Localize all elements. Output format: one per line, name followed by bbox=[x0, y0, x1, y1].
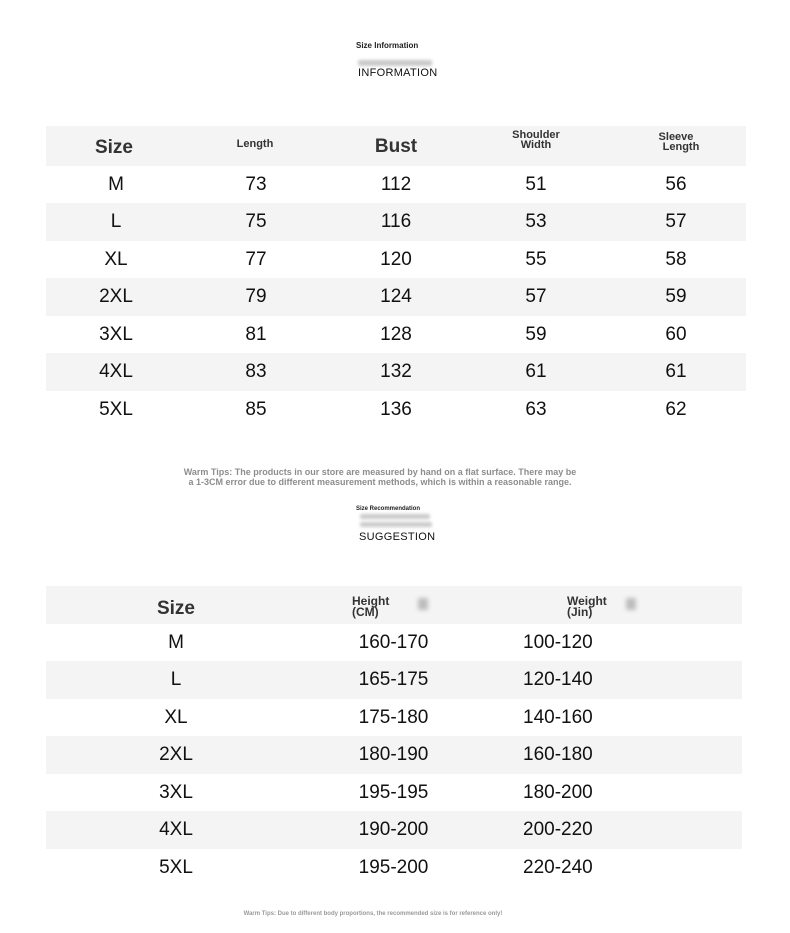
measurement-warm-tips bbox=[0, 467, 760, 487]
suggestion-small-title: Size Recommendation bbox=[356, 506, 421, 512]
length-cell: 83 bbox=[186, 353, 326, 391]
size-cell: 3XL bbox=[159, 781, 193, 803]
header-sleeve-length bbox=[606, 126, 746, 166]
table-row bbox=[46, 353, 746, 391]
header-height-line1: Height bbox=[352, 594, 390, 608]
weight-cell: 140-160 bbox=[523, 706, 593, 728]
sleeve-cell: 56 bbox=[665, 173, 687, 195]
size-cell: L bbox=[46, 203, 186, 241]
size-cell: 2XL bbox=[46, 736, 306, 774]
size-cell: 4XL bbox=[46, 353, 186, 391]
shoulder-cell: 61 bbox=[466, 353, 606, 391]
sleeve-cell: 61 bbox=[606, 353, 746, 391]
size-cell: 2XL bbox=[46, 278, 186, 316]
size-cell: 3XL bbox=[99, 323, 133, 345]
reference-warm-tips: Warm Tips: Due to different body proportions, the recommended size is for reference only! bbox=[243, 911, 503, 917]
length-cell: 85 bbox=[245, 398, 267, 420]
table-row bbox=[46, 699, 742, 736]
table-row bbox=[46, 849, 742, 886]
table-row bbox=[46, 774, 742, 811]
table-header-row bbox=[46, 126, 746, 166]
table-row bbox=[46, 736, 742, 774]
shoulder-cell: 57 bbox=[466, 278, 606, 316]
bust-cell: 136 bbox=[380, 398, 412, 420]
shoulder-cell: 51 bbox=[525, 173, 547, 195]
shoulder-cell: 63 bbox=[525, 398, 547, 420]
header-size: Size bbox=[46, 586, 306, 624]
size-cell: 5XL bbox=[99, 398, 133, 420]
length-cell: 75 bbox=[186, 203, 326, 241]
header-height-line2: (CM) bbox=[352, 605, 379, 619]
height-cell: 195-195 bbox=[358, 781, 429, 803]
sleeve-cell: 60 bbox=[665, 323, 687, 345]
table-row bbox=[46, 811, 742, 849]
weight-cell: 160-180 bbox=[481, 736, 742, 774]
height-cell: 160-170 bbox=[358, 631, 429, 653]
header-shoulder-width bbox=[466, 126, 606, 166]
sleeve-cell: 58 bbox=[665, 248, 687, 270]
length-cell: 77 bbox=[245, 248, 267, 270]
shoulder-cell: 59 bbox=[525, 323, 547, 345]
size-cell: L bbox=[46, 661, 306, 699]
weight-cell: 100-120 bbox=[523, 631, 593, 653]
table-row bbox=[46, 391, 746, 428]
weight-cell: 200-220 bbox=[481, 811, 742, 849]
table-row bbox=[46, 241, 746, 278]
length-cell: 73 bbox=[245, 173, 267, 195]
info-small-title: Size Information bbox=[356, 41, 419, 50]
height-cell: 180-190 bbox=[306, 736, 481, 774]
table-row bbox=[46, 316, 746, 353]
sleeve-cell: 57 bbox=[606, 203, 746, 241]
size-cell: 4XL bbox=[46, 811, 306, 849]
shoulder-cell: 55 bbox=[525, 248, 547, 270]
header-weight-line1: Weight bbox=[567, 594, 607, 608]
sleeve-cell: 59 bbox=[606, 278, 746, 316]
header-size: Size bbox=[46, 126, 186, 166]
height-cell: 190-200 bbox=[306, 811, 481, 849]
table-row bbox=[46, 661, 742, 699]
size-suggestion-table bbox=[46, 586, 742, 886]
header-shoulder-line2: Width bbox=[520, 139, 552, 151]
height-cell: 195-200 bbox=[358, 856, 429, 878]
bust-cell: 124 bbox=[326, 278, 466, 316]
header-bust: Bust bbox=[326, 126, 466, 166]
table-row bbox=[46, 203, 746, 241]
bust-cell: 112 bbox=[380, 173, 412, 195]
size-cell: XL bbox=[164, 706, 188, 728]
length-cell: 81 bbox=[245, 323, 267, 345]
table-row bbox=[46, 166, 746, 203]
blurred-glyph bbox=[626, 598, 636, 610]
bust-cell: 116 bbox=[326, 203, 466, 241]
table-header-row bbox=[46, 586, 742, 624]
header-sleeve-line1: Sleeve bbox=[658, 131, 694, 143]
sleeve-cell: 62 bbox=[665, 398, 687, 420]
suggestion-title: SUGGESTION bbox=[359, 531, 436, 543]
length-cell: 79 bbox=[186, 278, 326, 316]
bust-cell: 120 bbox=[380, 248, 412, 270]
size-cell: 5XL bbox=[159, 856, 193, 878]
header-length: Length bbox=[186, 126, 326, 166]
height-cell: 175-180 bbox=[358, 706, 429, 728]
info-title: INFORMATION bbox=[358, 67, 438, 79]
weight-cell: 220-240 bbox=[523, 856, 593, 878]
shoulder-cell: 53 bbox=[466, 203, 606, 241]
blurred-glyph bbox=[418, 598, 428, 610]
tips-line-2: a 1-3CM error due to different measurement methods, which is within a reasonable range. bbox=[188, 477, 572, 487]
header-weight bbox=[481, 586, 742, 624]
weight-cell: 120-140 bbox=[481, 661, 742, 699]
tips-line-1: Warm Tips: The products in our store are measured by hand on a flat surface. There may be bbox=[183, 467, 577, 477]
size-cell: M bbox=[108, 173, 124, 195]
height-cell: 165-175 bbox=[306, 661, 481, 699]
weight-cell: 180-200 bbox=[523, 781, 593, 803]
header-weight-line2: (Jin) bbox=[567, 605, 593, 619]
size-information-table bbox=[46, 126, 746, 428]
header-height bbox=[306, 586, 481, 624]
size-cell: XL bbox=[104, 248, 128, 270]
header-shoulder-line1: Shoulder bbox=[512, 129, 560, 141]
bust-cell: 128 bbox=[380, 323, 412, 345]
table-row bbox=[46, 624, 742, 661]
header-sleeve-line2: Length bbox=[662, 141, 700, 153]
size-cell: M bbox=[168, 631, 184, 653]
bust-cell: 132 bbox=[326, 353, 466, 391]
table-row bbox=[46, 278, 746, 316]
